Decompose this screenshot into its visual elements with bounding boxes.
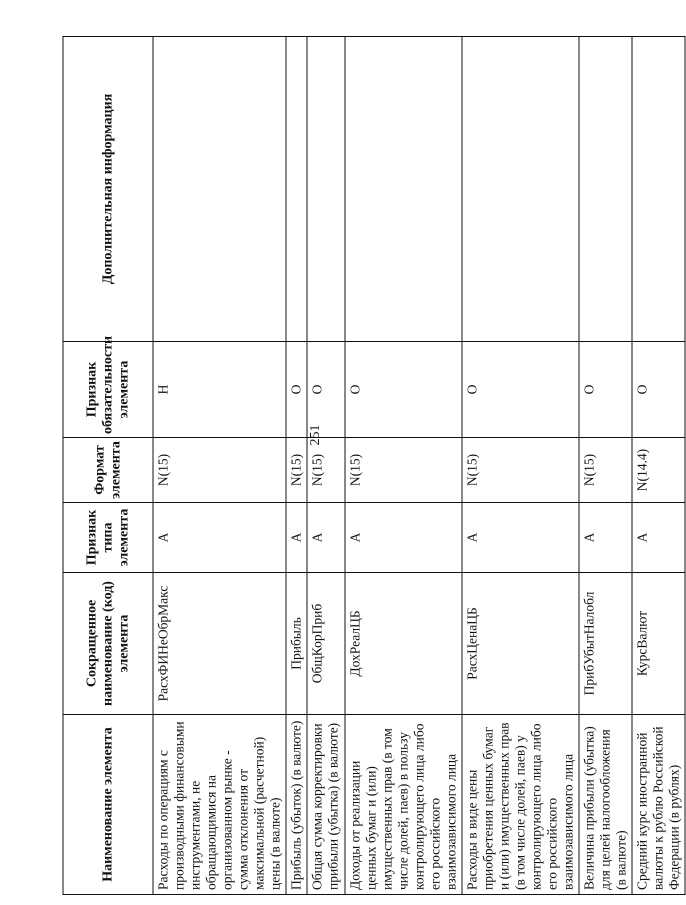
table-row — [286, 37, 307, 895]
header-additional-info: Дополнительная информация — [63, 37, 153, 342]
cell-element-type: А — [153, 503, 286, 573]
table-row — [462, 37, 579, 895]
cell-additional-info — [286, 37, 307, 342]
elements-table — [63, 36, 686, 895]
cell-element-required: О — [579, 342, 632, 438]
cell-element-required: О — [286, 342, 307, 438]
header-element-name: Наименование элемента — [63, 715, 153, 895]
cell-element-format: N(15) — [286, 438, 307, 503]
cell-additional-info — [462, 37, 579, 342]
header-element-required: Признак обязательности элемента — [63, 342, 153, 438]
cell-element-code: Прибыль — [286, 573, 307, 715]
cell-element-format: N(15) — [579, 438, 632, 503]
cell-element-name: Расходы по операциям с производными финансовыми инструментами, не обращающимися на организованном рынке - сумма отклонения от максимальной (расчетной) цены (в валюте) — [153, 715, 286, 895]
table-header-row — [63, 37, 153, 895]
cell-element-required: Н — [153, 342, 286, 438]
cell-element-required: О — [307, 342, 345, 438]
cell-element-format: N(15) — [307, 438, 345, 503]
cell-element-name: Расходы в виде цены приобретения ценных бумаг и (или) имущественных прав (в том числе долей, паев) у контролирующего лица либо его российского взаимозависимого лица — [462, 715, 579, 895]
cell-element-type: А — [286, 503, 307, 573]
header-element-code: Сокращенное наименование (код) элемента — [63, 573, 153, 715]
cell-element-code: РасхФИНеОбрМакс — [153, 573, 286, 715]
cell-element-code: ОбщКорПриб — [307, 573, 345, 715]
cell-element-required: О — [632, 342, 685, 438]
header-element-type: Признак типа элемента — [63, 503, 153, 573]
cell-additional-info — [579, 37, 632, 342]
cell-additional-info — [345, 37, 462, 342]
cell-element-format: N(15) — [462, 438, 579, 503]
cell-element-type: А — [462, 503, 579, 573]
table-row — [307, 37, 345, 895]
table-row — [632, 37, 685, 895]
table-row — [153, 37, 286, 895]
cell-element-type: А — [579, 503, 632, 573]
cell-element-name: Средний курс иностранной валюты к рублю Российской Федерации (в рублях) — [632, 715, 685, 895]
cell-element-name: Доходы от реализации ценных бумаг и (или) имущественных прав (в том числе долей, паев) в пользу контролирующего лица либо его российского взаимозависимого лица — [345, 715, 462, 895]
cell-element-required: О — [462, 342, 579, 438]
header-element-format: Формат элемента — [63, 438, 153, 503]
cell-additional-info — [307, 37, 345, 342]
cell-element-type: А — [632, 503, 685, 573]
rotated-table-container — [63, 37, 682, 895]
cell-element-type: А — [345, 503, 462, 573]
page-number: 251 — [308, 424, 323, 446]
cell-element-type: А — [307, 503, 345, 573]
cell-element-code: РасхЦенаЦБ — [462, 573, 579, 715]
cell-element-required: О — [345, 342, 462, 438]
cell-element-code: ПрибУбытНалобл — [579, 573, 632, 715]
cell-element-format: N(14.4) — [632, 438, 685, 503]
cell-element-code: ДохРеалЦБ — [345, 573, 462, 715]
cell-element-name: Величина прибыли (убытка) для целей налогообложения (в валюте) — [579, 715, 632, 895]
cell-element-format: N(15) — [153, 438, 286, 503]
cell-additional-info — [153, 37, 286, 342]
cell-element-name: Прибыль (убыток) (в валюте) — [286, 715, 307, 895]
cell-additional-info — [632, 37, 685, 342]
table-row — [345, 37, 462, 895]
cell-element-format: N(15) — [345, 438, 462, 503]
table-row — [579, 37, 632, 895]
cell-element-name: Общая сумма корректировки прибыли (убытка) (в валюте) — [307, 715, 345, 895]
cell-element-code: КурсВалют — [632, 573, 685, 715]
